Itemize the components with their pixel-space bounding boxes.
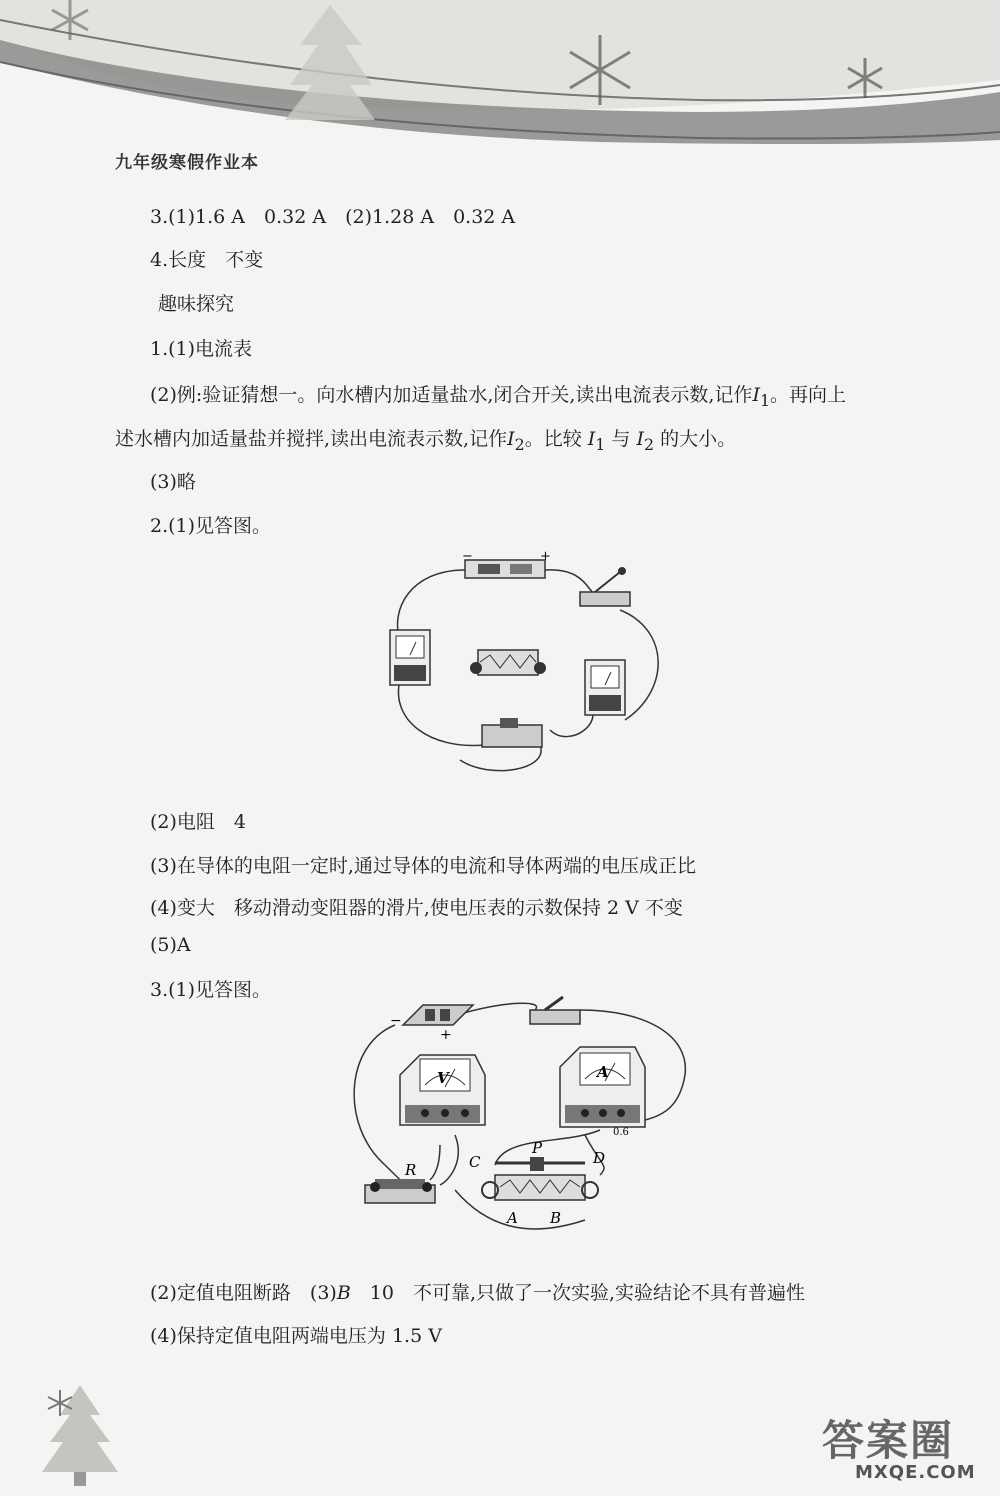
rheostat-D-label: D	[593, 1149, 606, 1167]
ammeter-icon	[585, 660, 625, 715]
tree-icon	[30, 1380, 130, 1490]
text-span: (2)定值电阻断路 (3)	[150, 1282, 337, 1304]
resistor-wire-icon	[470, 650, 546, 675]
subscript: 2	[643, 434, 655, 454]
voltmeter-icon	[390, 630, 430, 685]
variable-I: I	[752, 384, 760, 406]
switch-icon	[530, 997, 580, 1024]
subscript: 1	[759, 390, 771, 410]
section-heading: 趣味探究	[158, 293, 235, 315]
answer-line: (2)电阻 4	[150, 811, 247, 833]
rheostat-C-label: C	[469, 1153, 481, 1171]
running-head: 九年级寒假作业本	[115, 153, 259, 173]
answer-line	[115, 424, 736, 454]
watermark-site: MXQE.COM	[855, 1462, 976, 1483]
rheostat-B-label: B	[550, 1209, 562, 1227]
battery-icon	[403, 1005, 473, 1025]
answer-line: (3)略	[150, 471, 196, 493]
ammeter-icon	[560, 1047, 645, 1127]
text-span: 与	[611, 428, 631, 450]
text-span: (2)例:验证猜想一。向水槽内加适量盐水,闭合开关,读出电流表示数,记作	[150, 384, 753, 406]
answer-line: 1.(1)电流表	[150, 338, 253, 360]
variable-I: I	[636, 428, 644, 450]
rheostat-icon	[482, 718, 542, 747]
battery-icon	[465, 560, 545, 578]
text-span: 述水槽内加适量盐并搅拌,读出电流表示数,记作	[115, 428, 508, 450]
variable-I: I	[507, 428, 515, 450]
answer-line: (5)A	[150, 934, 191, 956]
header-decoration	[0, 0, 1000, 150]
rheostat-icon	[482, 1157, 598, 1200]
voltmeter-label: V	[437, 1069, 449, 1087]
answer-line: (3)在导体的电阻一定时,通过导体的电流和导体两端的电压成正比	[150, 855, 696, 877]
answer-line: 2.(1)见答图。	[150, 515, 272, 537]
text-span: 的大小。	[660, 428, 737, 450]
answer-line: (4)保持定值电阻两端电压为 1.5 V	[150, 1325, 442, 1347]
ammeter-range: 0.6	[613, 1127, 629, 1138]
answer-line	[150, 1278, 805, 1305]
battery-minus: −	[462, 550, 473, 564]
circuit-figure-1	[370, 550, 690, 780]
variable-B: B	[336, 1282, 351, 1304]
answer-line: 3.(1)1.6 A 0.32 A (2)1.28 A 0.32 A	[150, 206, 516, 228]
resistor-label: R	[405, 1161, 417, 1179]
answer-line	[150, 380, 846, 410]
rheostat-P-label: P	[532, 1139, 543, 1157]
battery-minus: −	[390, 1013, 402, 1029]
answer-line: (4)变大 移动滑动变阻器的滑片,使电压表的示数保持 2 V 不变	[150, 897, 683, 919]
text-span: 。再向上	[770, 384, 847, 406]
battery-plus: +	[540, 550, 551, 564]
text-span: 10 不可靠,只做了一次实验,实验结论不具有普遍性	[350, 1282, 806, 1304]
ammeter-label: A	[597, 1063, 609, 1081]
battery-plus: +	[440, 1027, 452, 1043]
watermark-logo: 答案圈	[822, 1416, 955, 1465]
fixed-resistor-icon	[365, 1179, 435, 1203]
voltmeter-icon	[400, 1055, 485, 1125]
answer-line: 4.长度 不变	[150, 249, 264, 271]
circuit-figure-2	[345, 995, 700, 1235]
answer-line: 3.(1)见答图。	[150, 979, 272, 1001]
rheostat-A-label: A	[507, 1209, 518, 1227]
subscript: 1	[595, 434, 606, 454]
subscript: 2	[514, 434, 525, 454]
text-span: 。比较	[524, 428, 582, 450]
variable-I: I	[587, 428, 596, 450]
